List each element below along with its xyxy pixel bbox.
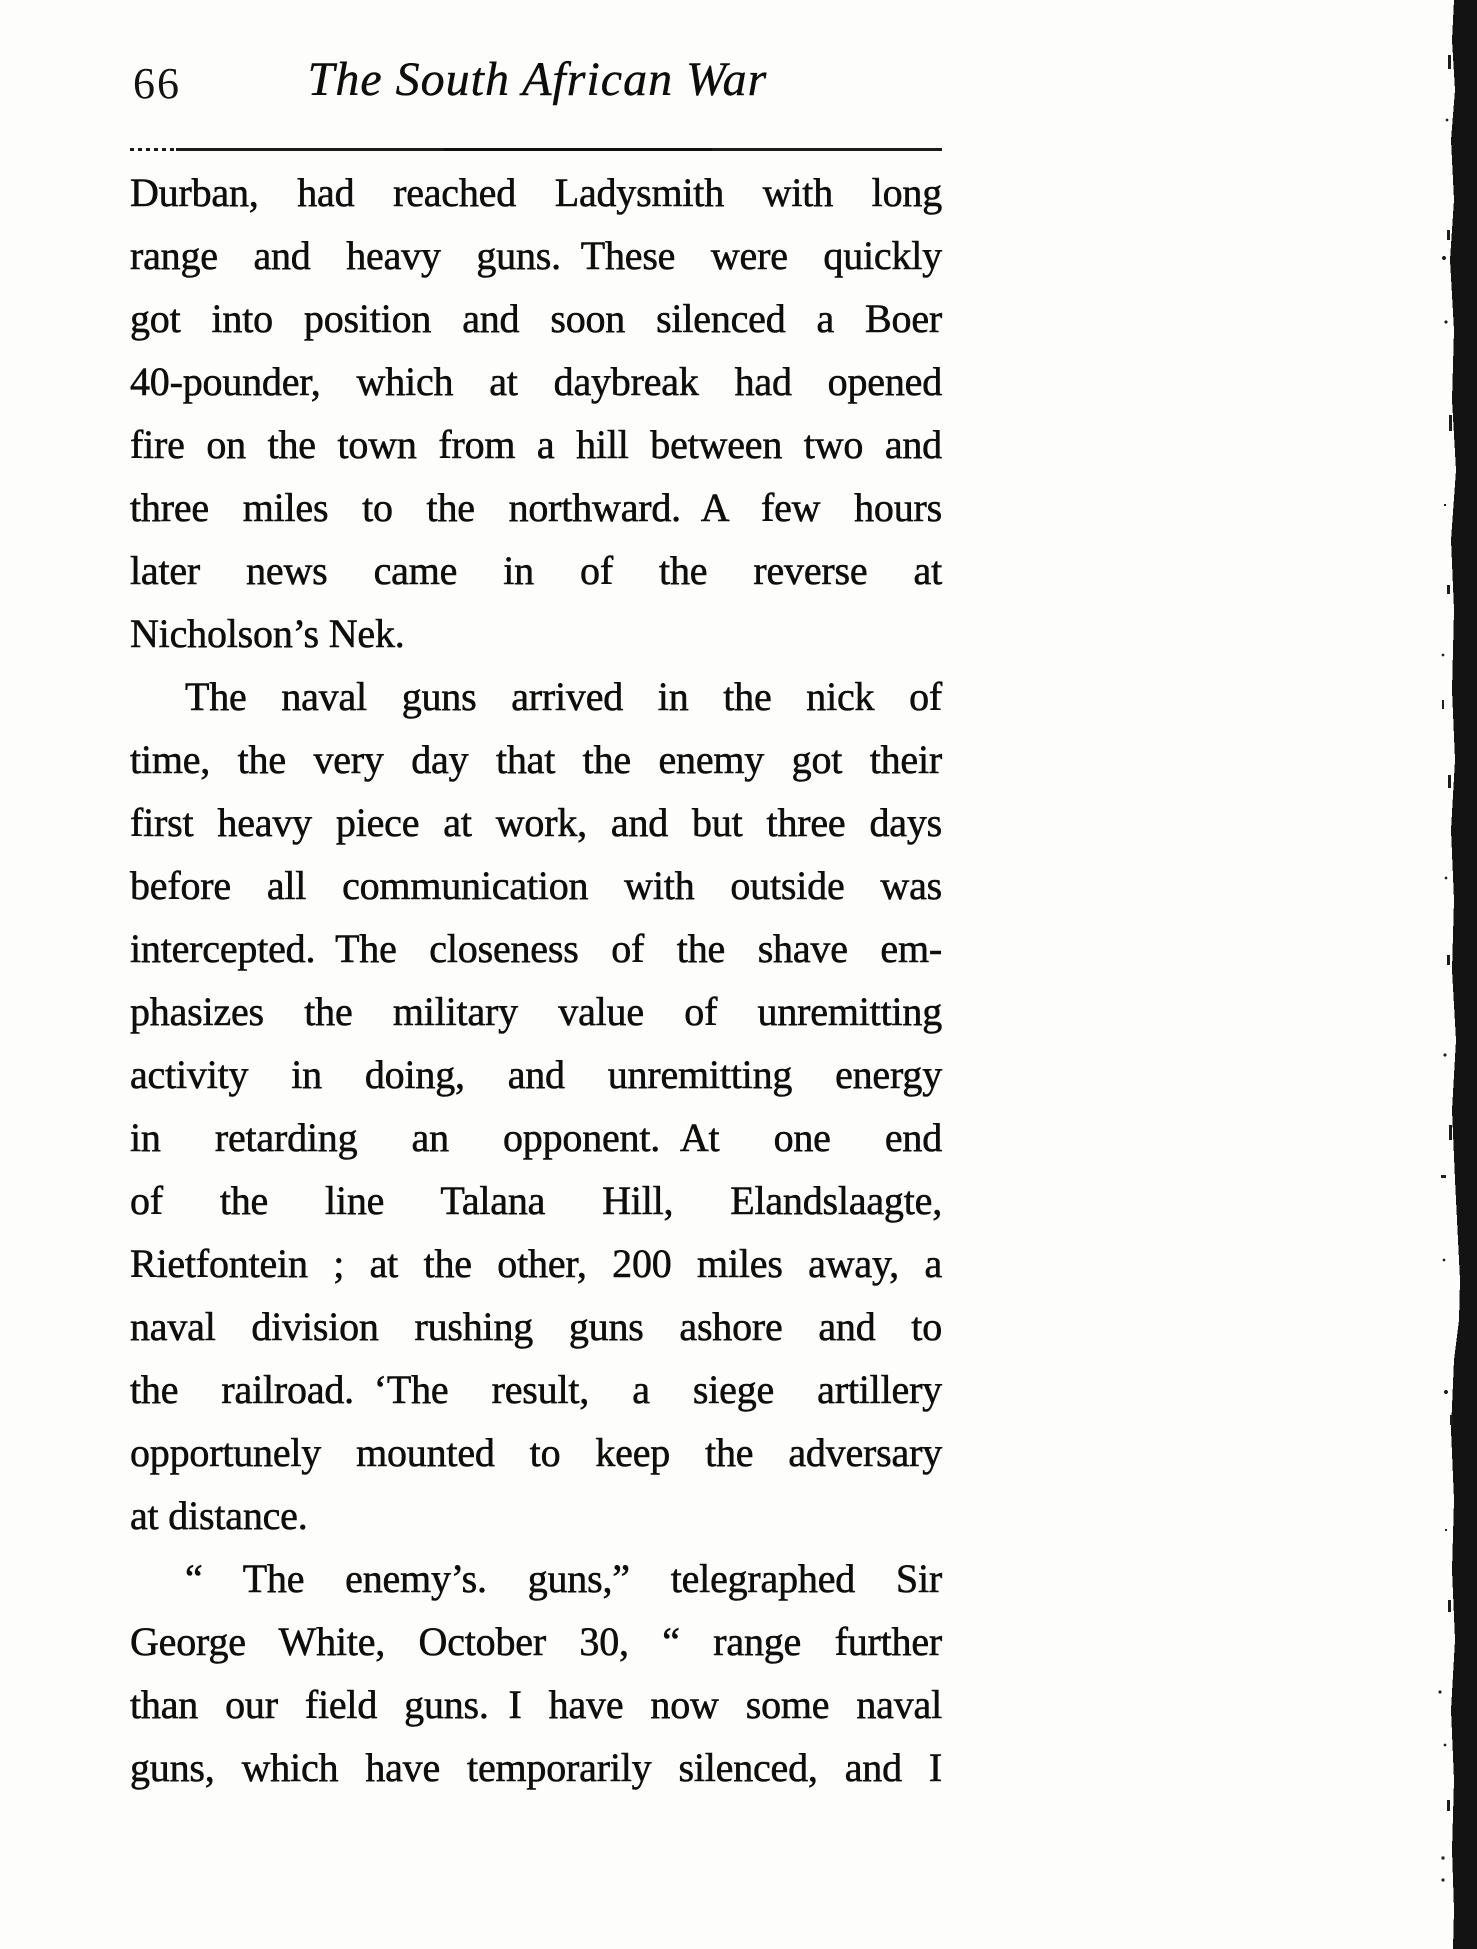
text-line: George White, October 30, “ range further [130,1619,942,1664]
header-rule-dotted-start [130,148,176,151]
text-line: fire on the town from a hill between two and [130,422,942,467]
scan-edge-artifact [1437,0,1477,1949]
text-line: first heavy piece at work, and but three days [130,800,942,845]
text-line: of the line Talana Hill, Elandslaagte, [130,1178,942,1223]
text-line: naval division rushing guns ashore and to [130,1304,942,1349]
text-line: Durban, had reached Ladysmith with long [130,170,942,215]
text-line: before all communication with outside was [130,863,942,908]
text-line: guns, which have temporarily silenced, and I [130,1745,942,1790]
text-line: time, the very day that the enemy got their [130,737,942,782]
header-rule-solid [176,148,942,152]
text-line: 40-pounder, which at daybreak had opened [130,359,942,404]
text-line: got into position and soon silenced a Boer [130,296,942,341]
text-line: intercepted. The closeness of the shave em- [130,926,942,971]
text-line-paragraph-start: “ The enemy’s. guns,” telegraphed Sir [185,1556,942,1601]
text-line: phasizes the military value of unremitting [130,989,942,1034]
page-text [130,161,942,1799]
text-line: Rietfontein ; at the other, 200 miles away, a [130,1241,942,1286]
running-title: The South African War [307,53,768,106]
text-line: activity in doing, and unremitting energy [130,1052,942,1097]
text-line-paragraph-end: at distance. [130,1493,308,1538]
text-line: than our field guns. I have now some naval [130,1682,942,1727]
text-line: three miles to the northward. A few hours [130,485,942,530]
running-header [130,52,945,114]
text-line-paragraph-start: The naval guns arrived in the nick of [185,674,942,719]
header-rule [130,147,942,152]
text-line: in retarding an opponent. At one end [130,1115,942,1160]
text-line: range and heavy guns. These were quickly [130,233,942,278]
text-line: later news came in of the reverse at [130,548,942,593]
text-line: the railroad. ʻThe result, a siege artillery [130,1367,942,1412]
text-line-paragraph-end: Nicholson’s Nek. [130,611,405,656]
text-line: opportunely mounted to keep the adversary [130,1430,942,1475]
page-number: 66 [133,59,181,108]
